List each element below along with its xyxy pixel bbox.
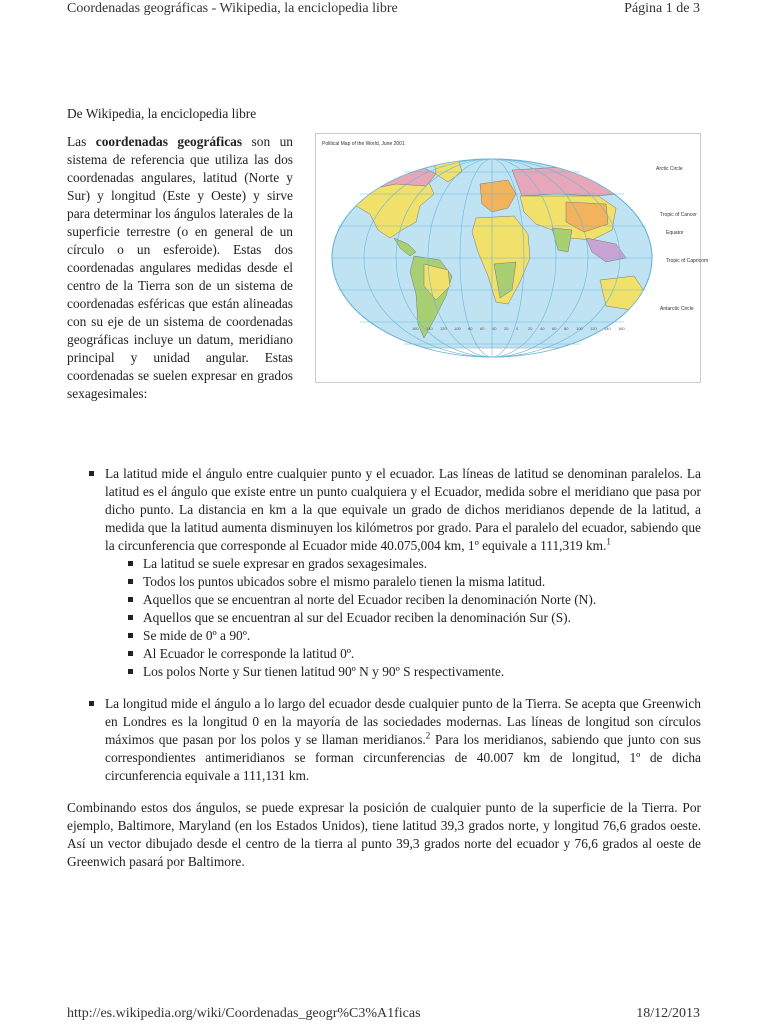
world-map-image <box>316 134 709 382</box>
lead-rest: son un sistema de referencia que utiliza las dos coordenadas angulares, latitud (Norte y Sur) y longitud (Este y Oeste) y sirve para determinar los ángulos laterales de la superficie terrestre (o en general de un círculo o un esferoide). Estas dos coordenadas angulares medidas desde el centro de la Tierra son de un sistema de coordenadas esféricas que están alineadas con su eje de un sistema de coordenadas geográficas incluye un datum, meridiano principal y unidad angular. Estas coordenadas se suelen expresar en grados sexagesimales: <box>67 134 293 401</box>
world-map-figure[interactable] <box>315 133 709 383</box>
latitud-subitem: Se mide de 0º a 90º. <box>105 627 701 645</box>
tropic-of-capricorn-label: Tropic of Capricorn <box>666 258 709 264</box>
svg-text:140: 140 <box>604 326 611 331</box>
svg-text:40: 40 <box>492 326 497 331</box>
antarctic-circle-label: Antarctic Circle <box>660 306 694 312</box>
lead-section <box>67 133 709 455</box>
svg-text:80: 80 <box>564 326 569 331</box>
svg-text:20: 20 <box>504 326 509 331</box>
svg-text:140: 140 <box>426 326 433 331</box>
svg-text:100: 100 <box>454 326 461 331</box>
reference-1-link[interactable]: 1 <box>606 536 611 547</box>
equator-label: Equator <box>666 230 684 236</box>
longitud-item <box>67 695 701 785</box>
latitud-subitem: La latitud se suele expresar en grados sexagesimales. <box>105 555 701 573</box>
svg-text:120: 120 <box>440 326 447 331</box>
map-title: Political Map of the World, June 2001 <box>322 141 405 147</box>
svg-text:160: 160 <box>618 326 625 331</box>
latitud-subitem: Al Ecuador le corresponde la latitud 0º. <box>105 645 701 663</box>
svg-text:160: 160 <box>412 326 419 331</box>
arctic-circle-label: Arctic Circle <box>656 166 683 172</box>
map-reference-labels <box>656 166 709 312</box>
latitud-sublist <box>105 555 701 681</box>
latitud-subitem: Aquellos que se encuentran al norte del Ecuador reciben la denominación Norte (N). <box>105 591 701 609</box>
svg-text:100: 100 <box>576 326 583 331</box>
page-header-title: Coordenadas geográficas - Wikipedia, la enciclopedia libre <box>67 1 398 16</box>
svg-text:120: 120 <box>590 326 597 331</box>
latitud-subitem: Aquellos que se encuentran al sur del Ecuador reciben la denominación Sur (S). <box>105 609 701 627</box>
coordinate-definitions-list <box>67 465 701 785</box>
svg-text:60: 60 <box>552 326 557 331</box>
latitud-item <box>67 465 701 681</box>
tropic-of-cancer-label: Tropic of Cancer <box>660 212 697 218</box>
article-body <box>67 105 709 871</box>
source-line: De Wikipedia, la enciclopedia libre <box>67 106 257 121</box>
print-date: 18/12/2013 <box>636 1006 700 1021</box>
reference-2-link[interactable]: 2 <box>425 730 431 741</box>
longitud-text-b: Para los meridianos, sabiendo que junto con sus correspondientes antimeridianos se forman circunferencias de 40.007 km de longitud, 1º de dicha circunferencia equivale a 111,131 km. <box>105 732 701 783</box>
svg-text:60: 60 <box>480 326 485 331</box>
svg-text:40: 40 <box>540 326 545 331</box>
lead-bold-term: coordenadas geográficas <box>95 134 243 149</box>
page-number: Página 1 de 3 <box>624 1 700 16</box>
longitud-text-a: La longitud mide el ángulo a lo largo del ecuador desde cualquier punto de la Tierra. Se acepta que Greenwich en Londres es la longitud 0 en la mayoría de las sociedades modernas. Las líneas de longitud son círculos máximos que pasan por los polos y se llaman meridianos. <box>105 696 701 747</box>
lead-prefix: Las <box>67 134 96 149</box>
svg-text:80: 80 <box>468 326 473 331</box>
svg-text:0: 0 <box>516 326 519 331</box>
latitud-subitem: Todos los puntos ubicados sobre el mismo paralelo tienen la misma latitud. <box>105 573 701 591</box>
latitud-subitem: Los polos Norte y Sur tienen latitud 90º N y 90º S respectivamente. <box>105 663 701 681</box>
page-url[interactable]: http://es.wikipedia.org/wiki/Coordenadas_geogr%C3%A1ficas <box>67 1006 421 1021</box>
closing-paragraph: Combinando estos dos ángulos, se puede expresar la posición de cualquier punto de la superficie de la Tierra. Por ejemplo, Baltimore, Maryland (en los Estados Unidos), tiene latitud 39,3 grados norte, y longitud 76,6 grados oeste. Así un vector dibujado desde el centro de la tierra al punto 39,3 grados norte del ecuador y 76,6 grados al oeste de Greenwich pasará por Baltimore. <box>67 800 701 869</box>
latitud-text: La latitud mide el ángulo entre cualquier punto y el ecuador. Las líneas de latitud se denominan paralelos. La latitud es el ángulo que existe entre un punto cualquiera y el Ecuador, medida sobre el meridiano que pasa por dicho punto. La distancia en km a la que equivale un grado de dichos meridianos depende de la latitud, a medida que la latitud aumenta disminuyen los kilómetros por grado. Para el paralelo del ecuador, sabiendo que la circunferencia que corresponde al Ecuador mide 40.075,004 km, 1º equivale a 111,319 km. <box>105 466 701 553</box>
lead-paragraph <box>67 133 293 403</box>
svg-text:20: 20 <box>528 326 533 331</box>
